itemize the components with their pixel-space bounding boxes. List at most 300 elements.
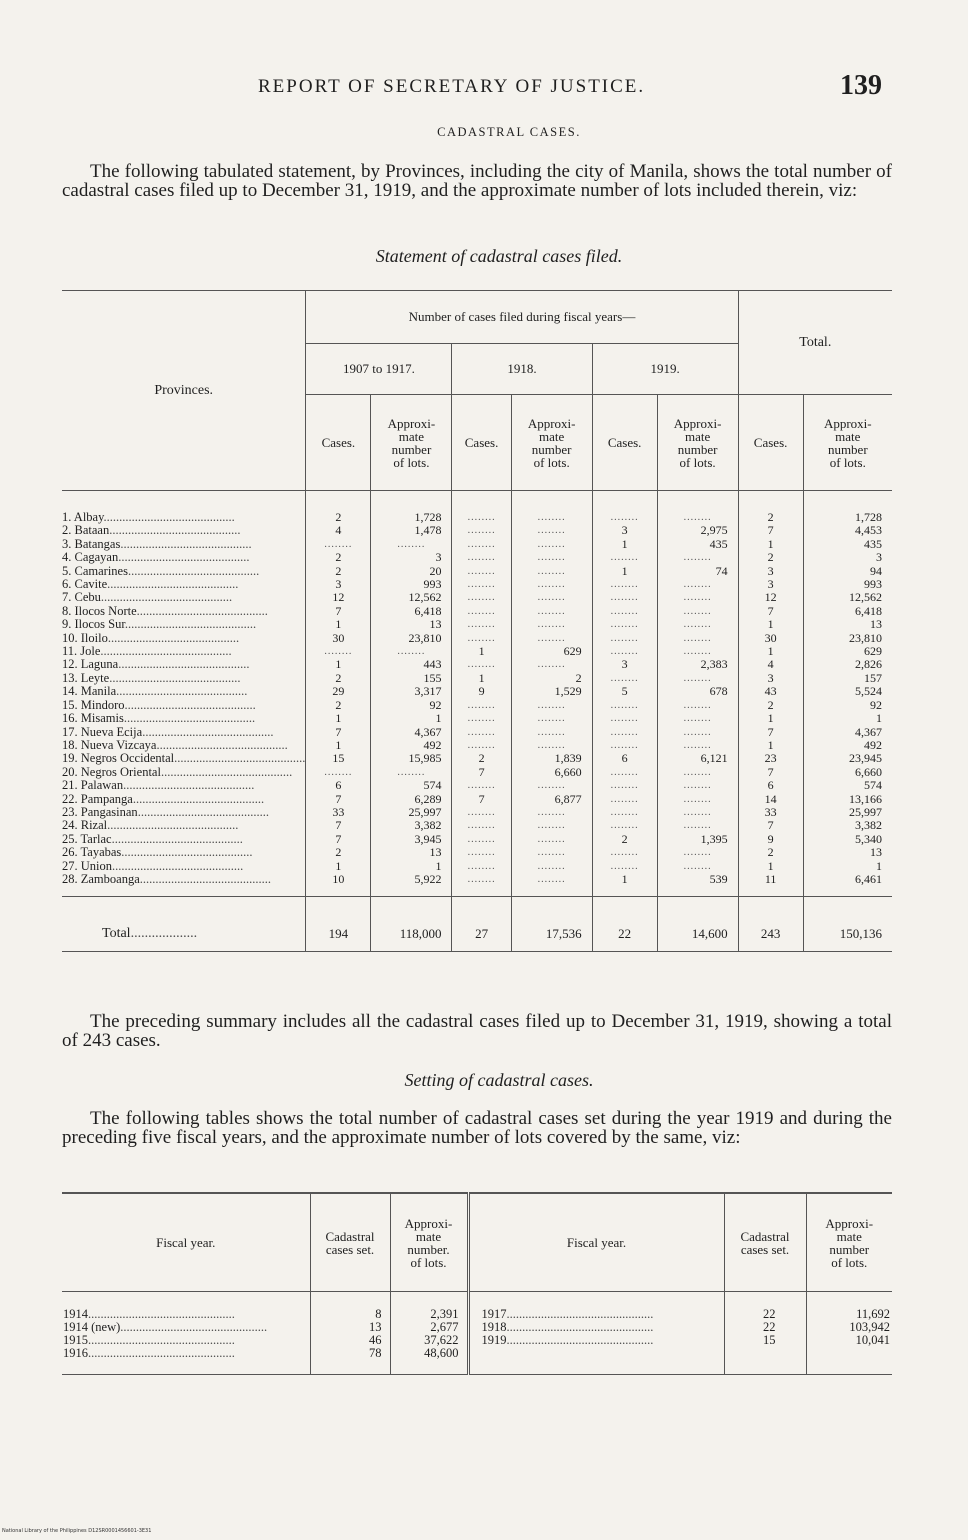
data-cell: 3 xyxy=(592,658,657,671)
data-cell: 14 xyxy=(738,793,803,806)
table-row xyxy=(62,846,892,859)
data-cell: 2 xyxy=(738,846,803,859)
province-name: 22. Pampanga.......................................... xyxy=(62,792,265,806)
sub-header-lots: Approxi- mate number of lots. xyxy=(371,395,452,491)
table-row xyxy=(62,578,892,591)
empty-cell: ........ xyxy=(592,491,657,525)
province-name: 3. Batangas.......................................... xyxy=(62,537,252,551)
data-cell: 3 xyxy=(803,551,892,564)
empty-cell: ........ xyxy=(511,699,592,712)
empty-cell: ........ xyxy=(511,833,592,846)
province-name: 6. Cavite.......................................... xyxy=(62,578,239,592)
data-cell: 6,289 xyxy=(371,793,452,806)
data-cell: 6,461 xyxy=(803,873,892,897)
data-cell: 2 xyxy=(306,846,371,859)
empty-cell: ........ xyxy=(452,873,511,897)
statement-caption: Statement of cadastral cases filed. xyxy=(375,246,623,266)
data-cell: 155 xyxy=(371,672,452,685)
empty-cell: ........ xyxy=(371,538,452,551)
data-cell: 2 xyxy=(452,752,511,765)
empty-cell: ........ xyxy=(592,846,657,859)
data-cell: 13 xyxy=(371,618,452,631)
fiscal-year-entry: 1918............................................... xyxy=(481,1321,654,1334)
filed-table-body xyxy=(62,491,892,897)
province-name: 12. Laguna.......................................... xyxy=(62,658,250,672)
value-entry: 37,622 xyxy=(424,1334,459,1347)
sub-header-cases: Cases. xyxy=(592,395,657,491)
left-cases-column xyxy=(310,1292,390,1375)
province-name: 24. Rizal.......................................... xyxy=(62,819,239,833)
data-cell: 1 xyxy=(592,565,657,578)
empty-cell: ........ xyxy=(592,645,657,658)
fiscal-year-entry: 1917............................................... xyxy=(481,1308,654,1321)
province-name: 4. Cagayan.......................................... xyxy=(62,551,250,565)
empty-cell: ........ xyxy=(452,538,511,551)
data-cell: 492 xyxy=(803,739,892,752)
data-cell: 539 xyxy=(657,873,738,897)
empty-cell: ........ xyxy=(657,726,738,739)
data-cell: 1 xyxy=(306,712,371,725)
data-cell: 7 xyxy=(452,766,511,779)
sub-header-cases: Cases. xyxy=(306,395,371,491)
data-cell: 4,453 xyxy=(803,524,892,537)
data-cell: 678 xyxy=(657,685,738,698)
empty-cell: ........ xyxy=(452,860,511,873)
running-title: REPORT OF SECRETARY OF JUSTICE. xyxy=(258,76,646,97)
table-row xyxy=(62,491,892,525)
total-cell: 194 xyxy=(306,897,371,952)
total-cell: 14,600 xyxy=(657,897,738,952)
province-name: 15. Mindoro.......................................... xyxy=(62,698,256,712)
data-cell: 1 xyxy=(592,538,657,551)
empty-cell: ........ xyxy=(371,766,452,779)
footer-mark: National Library of the Philippines D12SR0001456601-3E31 xyxy=(2,1528,152,1534)
total-cell: 27 xyxy=(452,897,511,952)
left-lots-column xyxy=(390,1292,468,1375)
data-cell: 13 xyxy=(803,618,892,631)
data-cell: 2,826 xyxy=(803,658,892,671)
empty-cell: ........ xyxy=(511,658,592,671)
empty-cell: ........ xyxy=(452,712,511,725)
empty-cell: ........ xyxy=(511,524,592,537)
data-cell: 2,975 xyxy=(657,524,738,537)
left-years-column xyxy=(62,1292,310,1375)
empty-cell: ........ xyxy=(511,565,592,578)
province-name: 7. Cebu.......................................... xyxy=(62,591,233,605)
data-cell: 1 xyxy=(592,873,657,897)
col-lots-header: Approxi- mate number. of lots. xyxy=(390,1193,468,1292)
province-name: 20. Negros Oriental.......................................... xyxy=(62,765,293,779)
data-cell: 629 xyxy=(803,645,892,658)
data-cell: 7 xyxy=(738,819,803,832)
right-lots-column xyxy=(806,1292,892,1375)
empty-cell: ........ xyxy=(452,779,511,792)
empty-cell: ........ xyxy=(511,819,592,832)
data-cell: 4,367 xyxy=(371,726,452,739)
data-cell: 25,997 xyxy=(803,806,892,819)
data-cell: 435 xyxy=(657,538,738,551)
empty-cell: ........ xyxy=(511,739,592,752)
empty-cell: ........ xyxy=(511,712,592,725)
data-cell: 94 xyxy=(803,565,892,578)
data-cell: 23,810 xyxy=(371,632,452,645)
table-row xyxy=(62,779,892,792)
province-name: 8. Ilocos Norte.......................................... xyxy=(62,604,268,618)
province-name: 14. Manila.......................................... xyxy=(62,685,248,699)
data-cell: 1 xyxy=(738,712,803,725)
empty-cell: ........ xyxy=(657,672,738,685)
province-name: 13. Leyte.......................................... xyxy=(62,671,241,685)
data-cell: 492 xyxy=(371,739,452,752)
data-cell: 12 xyxy=(306,591,371,604)
data-cell: 20 xyxy=(371,565,452,578)
empty-cell: ........ xyxy=(657,632,738,645)
province-name: 18. Nueva Vizcaya.......................................... xyxy=(62,738,288,752)
table-row xyxy=(62,860,892,873)
data-cell: 7 xyxy=(738,524,803,537)
data-cell: 5,524 xyxy=(803,685,892,698)
province-name: 2. Bataan.......................................... xyxy=(62,524,241,538)
data-cell: 12,562 xyxy=(803,591,892,604)
province-name: 26. Tayabas.......................................... xyxy=(62,846,253,860)
col-provinces-header: Provinces. xyxy=(62,291,306,491)
data-cell: 23,810 xyxy=(803,632,892,645)
value-entry: 15 xyxy=(763,1334,776,1347)
data-cell: 23,945 xyxy=(803,752,892,765)
data-cell: 1 xyxy=(306,618,371,631)
data-cell: 993 xyxy=(371,578,452,591)
value-entry: 46 xyxy=(369,1334,382,1347)
running-head xyxy=(0,70,968,106)
data-cell: 1 xyxy=(452,672,511,685)
data-cell: 25,997 xyxy=(371,806,452,819)
empty-cell: ........ xyxy=(452,605,511,618)
table-row xyxy=(62,873,892,897)
data-cell: 13 xyxy=(803,846,892,859)
data-cell: 23 xyxy=(738,752,803,765)
province-name: 11. Jole.......................................... xyxy=(62,645,232,659)
empty-cell: ........ xyxy=(511,726,592,739)
data-cell: 1 xyxy=(738,618,803,631)
table-row xyxy=(62,699,892,712)
filed-cases-table xyxy=(62,290,892,952)
col-lots-header: Approxi- mate number of lots. xyxy=(806,1193,892,1292)
empty-cell: ........ xyxy=(511,846,592,859)
table-row xyxy=(62,524,892,537)
total-cell: 150,136 xyxy=(803,897,892,952)
value-entry: 22 xyxy=(763,1308,776,1321)
empty-cell: ........ xyxy=(592,632,657,645)
empty-cell: ........ xyxy=(657,793,738,806)
empty-cell: ........ xyxy=(452,806,511,819)
data-cell: 10 xyxy=(306,873,371,897)
data-cell: 4 xyxy=(738,658,803,671)
data-cell: 1 xyxy=(738,739,803,752)
empty-cell: ........ xyxy=(452,491,511,525)
empty-cell: ........ xyxy=(592,819,657,832)
value-entry: 8 xyxy=(375,1308,382,1321)
empty-cell: ........ xyxy=(511,551,592,564)
data-cell: 6,418 xyxy=(371,605,452,618)
table-row xyxy=(62,766,892,779)
empty-cell: ........ xyxy=(592,591,657,604)
sub-header-lots: Approxi- mate number of lots. xyxy=(657,395,738,491)
data-cell: 1 xyxy=(738,538,803,551)
empty-cell: ........ xyxy=(657,645,738,658)
province-name: 19. Negros Occidental.......................................... xyxy=(62,752,306,766)
empty-cell: ........ xyxy=(511,591,592,604)
fiscal-year-entry: 1915............................................... xyxy=(63,1334,235,1347)
empty-cell: ........ xyxy=(452,591,511,604)
data-cell: 6 xyxy=(306,779,371,792)
col-cases-set-header: Cadastral cases set. xyxy=(724,1193,806,1292)
province-name: 1. Albay.......................................... xyxy=(62,510,235,524)
data-cell: 6,121 xyxy=(657,752,738,765)
data-cell: 2 xyxy=(511,672,592,685)
empty-cell: ........ xyxy=(657,699,738,712)
setting-table xyxy=(62,1192,892,1375)
empty-cell: ........ xyxy=(511,578,592,591)
empty-cell: ........ xyxy=(592,860,657,873)
empty-cell: ........ xyxy=(657,491,738,525)
data-cell: 12,562 xyxy=(371,591,452,604)
fiscal-year-entry: 1916............................................... xyxy=(63,1347,235,1360)
table-row xyxy=(62,565,892,578)
empty-cell: ........ xyxy=(657,551,738,564)
data-cell: 7 xyxy=(738,726,803,739)
data-cell: 29 xyxy=(306,685,371,698)
year-header: 1919. xyxy=(592,344,738,395)
empty-cell: ........ xyxy=(511,860,592,873)
sub-header-lots: Approxi- mate number of lots. xyxy=(511,395,592,491)
fiscal-year-entry: 1914 (new)............................................... xyxy=(63,1321,268,1334)
data-cell: 9 xyxy=(452,685,511,698)
data-cell: 5,340 xyxy=(803,833,892,846)
table-row xyxy=(62,632,892,645)
province-name: 9. Ilocos Sur.......................................... xyxy=(62,618,257,632)
data-cell: 2 xyxy=(306,491,371,525)
data-cell: 3,317 xyxy=(371,685,452,698)
fiscal-year-entry: 1919............................................... xyxy=(481,1334,654,1347)
empty-cell: ........ xyxy=(657,605,738,618)
data-cell: 574 xyxy=(371,779,452,792)
data-cell: 1 xyxy=(452,645,511,658)
province-name: 16. Misamis.......................................... xyxy=(62,712,256,726)
empty-cell: ........ xyxy=(657,712,738,725)
province-name: 27. Union.......................................... xyxy=(62,859,244,873)
data-cell: 5 xyxy=(592,685,657,698)
data-cell: 1 xyxy=(371,712,452,725)
empty-cell: ........ xyxy=(511,491,592,525)
empty-cell: ........ xyxy=(592,766,657,779)
empty-cell: ........ xyxy=(657,806,738,819)
data-cell: 7 xyxy=(738,605,803,618)
empty-cell: ........ xyxy=(452,699,511,712)
data-cell: 33 xyxy=(738,806,803,819)
empty-cell: ........ xyxy=(452,833,511,846)
data-cell: 1,395 xyxy=(657,833,738,846)
empty-cell: ........ xyxy=(592,726,657,739)
summary-paragraph: The preceding summary includes all the cadastral cases filed up to December 31, 1919, showing a total of 243 cases. xyxy=(62,1011,892,1051)
empty-cell: ........ xyxy=(452,551,511,564)
data-cell: 5,922 xyxy=(371,873,452,897)
empty-cell: ........ xyxy=(306,766,371,779)
empty-cell: ........ xyxy=(592,672,657,685)
data-cell: 6 xyxy=(592,752,657,765)
empty-cell: ........ xyxy=(657,618,738,631)
province-name: 21. Palawan.......................................... xyxy=(62,779,255,793)
data-cell: 2 xyxy=(738,491,803,525)
province-name: 28. Zamboanga.......................................... xyxy=(62,872,272,886)
table-row xyxy=(62,645,892,658)
data-cell: 1 xyxy=(738,860,803,873)
empty-cell: ........ xyxy=(452,565,511,578)
data-cell: 2 xyxy=(738,551,803,564)
value-entry: 2,677 xyxy=(430,1321,459,1334)
data-cell: 1 xyxy=(738,645,803,658)
col-group-header: Number of cases filed during fiscal years— xyxy=(306,291,738,344)
data-cell: 435 xyxy=(803,538,892,551)
data-cell: 574 xyxy=(803,779,892,792)
province-name: 23. Pangasinan.......................................... xyxy=(62,805,269,819)
right-years-column xyxy=(468,1292,724,1375)
data-cell: 7 xyxy=(306,819,371,832)
value-entry: 13 xyxy=(369,1321,382,1334)
data-cell: 6,660 xyxy=(511,766,592,779)
data-cell: 1,728 xyxy=(803,491,892,525)
table-row xyxy=(62,672,892,685)
data-cell: 1,728 xyxy=(371,491,452,525)
data-cell: 12 xyxy=(738,591,803,604)
data-cell: 3 xyxy=(306,578,371,591)
data-cell: 2 xyxy=(738,699,803,712)
empty-cell: ........ xyxy=(452,524,511,537)
data-cell: 2 xyxy=(306,565,371,578)
empty-cell: ........ xyxy=(592,618,657,631)
data-cell: 4 xyxy=(306,524,371,537)
data-cell: 6,877 xyxy=(511,793,592,806)
table-row xyxy=(62,538,892,551)
data-cell: 30 xyxy=(738,632,803,645)
year-header: 1907 to 1917. xyxy=(306,344,452,395)
section-title: CADASTRAL CASES. xyxy=(437,125,581,139)
data-cell: 1 xyxy=(803,712,892,725)
empty-cell: ........ xyxy=(592,793,657,806)
table-row xyxy=(62,739,892,752)
data-cell: 13 xyxy=(371,846,452,859)
empty-cell: ........ xyxy=(511,873,592,897)
empty-cell: ........ xyxy=(511,605,592,618)
data-cell: 2 xyxy=(306,699,371,712)
empty-cell: ........ xyxy=(511,779,592,792)
data-cell: 7 xyxy=(306,833,371,846)
empty-cell: ........ xyxy=(452,578,511,591)
table-row xyxy=(62,833,892,846)
data-cell: 7 xyxy=(738,766,803,779)
col-total-header: Total. xyxy=(738,291,892,395)
empty-cell: ........ xyxy=(657,779,738,792)
table-row xyxy=(62,605,892,618)
total-row xyxy=(62,897,892,952)
value-entry: 48,600 xyxy=(424,1347,459,1360)
data-cell: 33 xyxy=(306,806,371,819)
empty-cell: ........ xyxy=(592,551,657,564)
empty-cell: ........ xyxy=(657,860,738,873)
table-row xyxy=(62,726,892,739)
province-name: 5. Camarines.......................................... xyxy=(62,564,260,578)
province-name: 10. Iloilo.......................................... xyxy=(62,631,240,645)
data-cell: 3 xyxy=(738,565,803,578)
empty-cell: ........ xyxy=(452,846,511,859)
sub-header-cases: Cases. xyxy=(738,395,803,491)
empty-cell: ........ xyxy=(592,739,657,752)
data-cell: 7 xyxy=(306,793,371,806)
value-entry: 103,942 xyxy=(849,1321,890,1334)
year-header: 1918. xyxy=(452,344,592,395)
setting-caption: Setting of cadastral cases. xyxy=(404,1070,594,1090)
empty-cell: ........ xyxy=(371,645,452,658)
data-cell: 629 xyxy=(511,645,592,658)
data-cell: 13,166 xyxy=(803,793,892,806)
data-cell: 1 xyxy=(306,658,371,671)
empty-cell: ........ xyxy=(657,739,738,752)
data-cell: 1,839 xyxy=(511,752,592,765)
table-row xyxy=(62,819,892,832)
empty-cell: ........ xyxy=(452,726,511,739)
value-entry: 2,391 xyxy=(430,1308,459,1321)
data-cell: 4,367 xyxy=(803,726,892,739)
total-label: Total................... xyxy=(62,897,306,952)
table-row xyxy=(62,658,892,671)
empty-cell: ........ xyxy=(657,846,738,859)
empty-cell: ........ xyxy=(592,779,657,792)
col-cases-set-header: Cadastral cases set. xyxy=(310,1193,390,1292)
total-cell: 17,536 xyxy=(511,897,592,952)
data-cell: 7 xyxy=(306,726,371,739)
right-cases-column xyxy=(724,1292,806,1375)
empty-cell: ........ xyxy=(657,578,738,591)
data-cell: 1,478 xyxy=(371,524,452,537)
data-cell: 157 xyxy=(803,672,892,685)
data-cell: 3 xyxy=(371,551,452,564)
data-cell: 15 xyxy=(306,752,371,765)
table-row xyxy=(62,618,892,631)
data-cell: 3,382 xyxy=(803,819,892,832)
data-cell: 3,945 xyxy=(371,833,452,846)
data-cell: 1 xyxy=(371,860,452,873)
page-number: 139 xyxy=(840,70,882,101)
data-cell: 7 xyxy=(452,793,511,806)
data-cell: 6,660 xyxy=(803,766,892,779)
province-name: 25. Tarlac.......................................... xyxy=(62,832,243,846)
data-cell: 92 xyxy=(803,699,892,712)
data-cell: 1 xyxy=(803,860,892,873)
empty-cell: ........ xyxy=(511,618,592,631)
sub-header-cases: Cases. xyxy=(452,395,511,491)
empty-cell: ........ xyxy=(452,618,511,631)
empty-cell: ........ xyxy=(452,819,511,832)
data-cell: 1 xyxy=(306,739,371,752)
col-fiscal-year-header: Fiscal year. xyxy=(468,1193,724,1292)
data-cell: 6 xyxy=(738,779,803,792)
data-cell: 6,418 xyxy=(803,605,892,618)
total-cell: 22 xyxy=(592,897,657,952)
value-entry: 11,692 xyxy=(856,1308,890,1321)
empty-cell: ........ xyxy=(511,632,592,645)
empty-cell: ........ xyxy=(657,766,738,779)
empty-cell: ........ xyxy=(592,806,657,819)
empty-cell: ........ xyxy=(452,632,511,645)
